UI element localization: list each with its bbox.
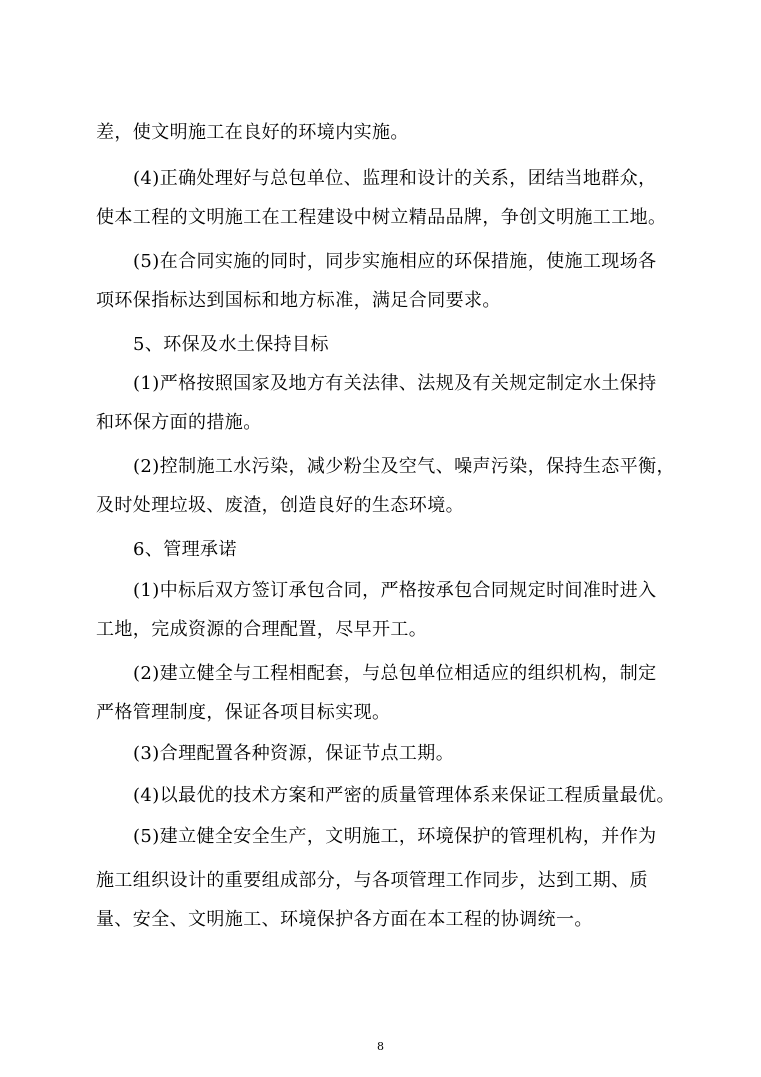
text-line-19: 施工组织设计的重要组成部分，与各项管理工作同步，达到工期、质 [96, 870, 648, 891]
text-line-2: (4)正确处理好与总包单位、监理和设计的关系，团结当地群众， [133, 168, 657, 189]
text-line-5: 项环保指标达到国标和地方标准，满足合同要求。 [96, 290, 501, 311]
text-line-17: (4)以最优的技术方案和严密的质量管理体系来保证工程质量最优。 [133, 785, 675, 806]
text-line-7: (1)严格按照国家及地方有关法律、法规及有关规定制定水土保持 [133, 373, 657, 394]
section-heading-6: 6、管理承诺 [133, 539, 237, 560]
text-line-9: (2)控制施工水污染，减少粉尘及空气、噪声污染，保持生态平衡， [133, 456, 675, 477]
text-line-16: (3)合理配置各种资源，保证节点工期。 [133, 743, 455, 764]
text-line-13: 工地，完成资源的合理配置，尽早开工。 [96, 619, 428, 640]
text-line-3: 使本工程的文明施工在工程建设中树立精品品牌，争创文明施工工地。 [96, 207, 667, 228]
section-heading-5: 5、环保及水土保持目标 [133, 334, 329, 355]
text-line-10: 及时处理垃圾、废渣，创造良好的生态环境。 [96, 495, 464, 516]
text-line-8: 和环保方面的措施。 [96, 412, 262, 433]
text-line-4: (5)在合同实施的同时，同步实施相应的环保措施，使施工现场各 [133, 251, 657, 272]
page-number: 8 [377, 1040, 384, 1053]
text-line-12: (1)中标后双方签订承包合同，严格按承包合同规定时间准时进入 [133, 580, 657, 601]
text-line-1: 差，使文明施工在良好的环境内实施。 [96, 122, 409, 143]
text-line-14: (2)建立健全与工程相配套，与总包单位相适应的组织机构，制定 [133, 663, 657, 684]
text-line-15: 严格管理制度，保证各项目标实现。 [96, 702, 391, 723]
text-line-18: (5)建立健全安全生产，文明施工，环境保护的管理机构，并作为 [133, 826, 657, 847]
text-line-20: 量、安全、文明施工、环境保护各方面在本工程的协调统一。 [96, 909, 593, 930]
